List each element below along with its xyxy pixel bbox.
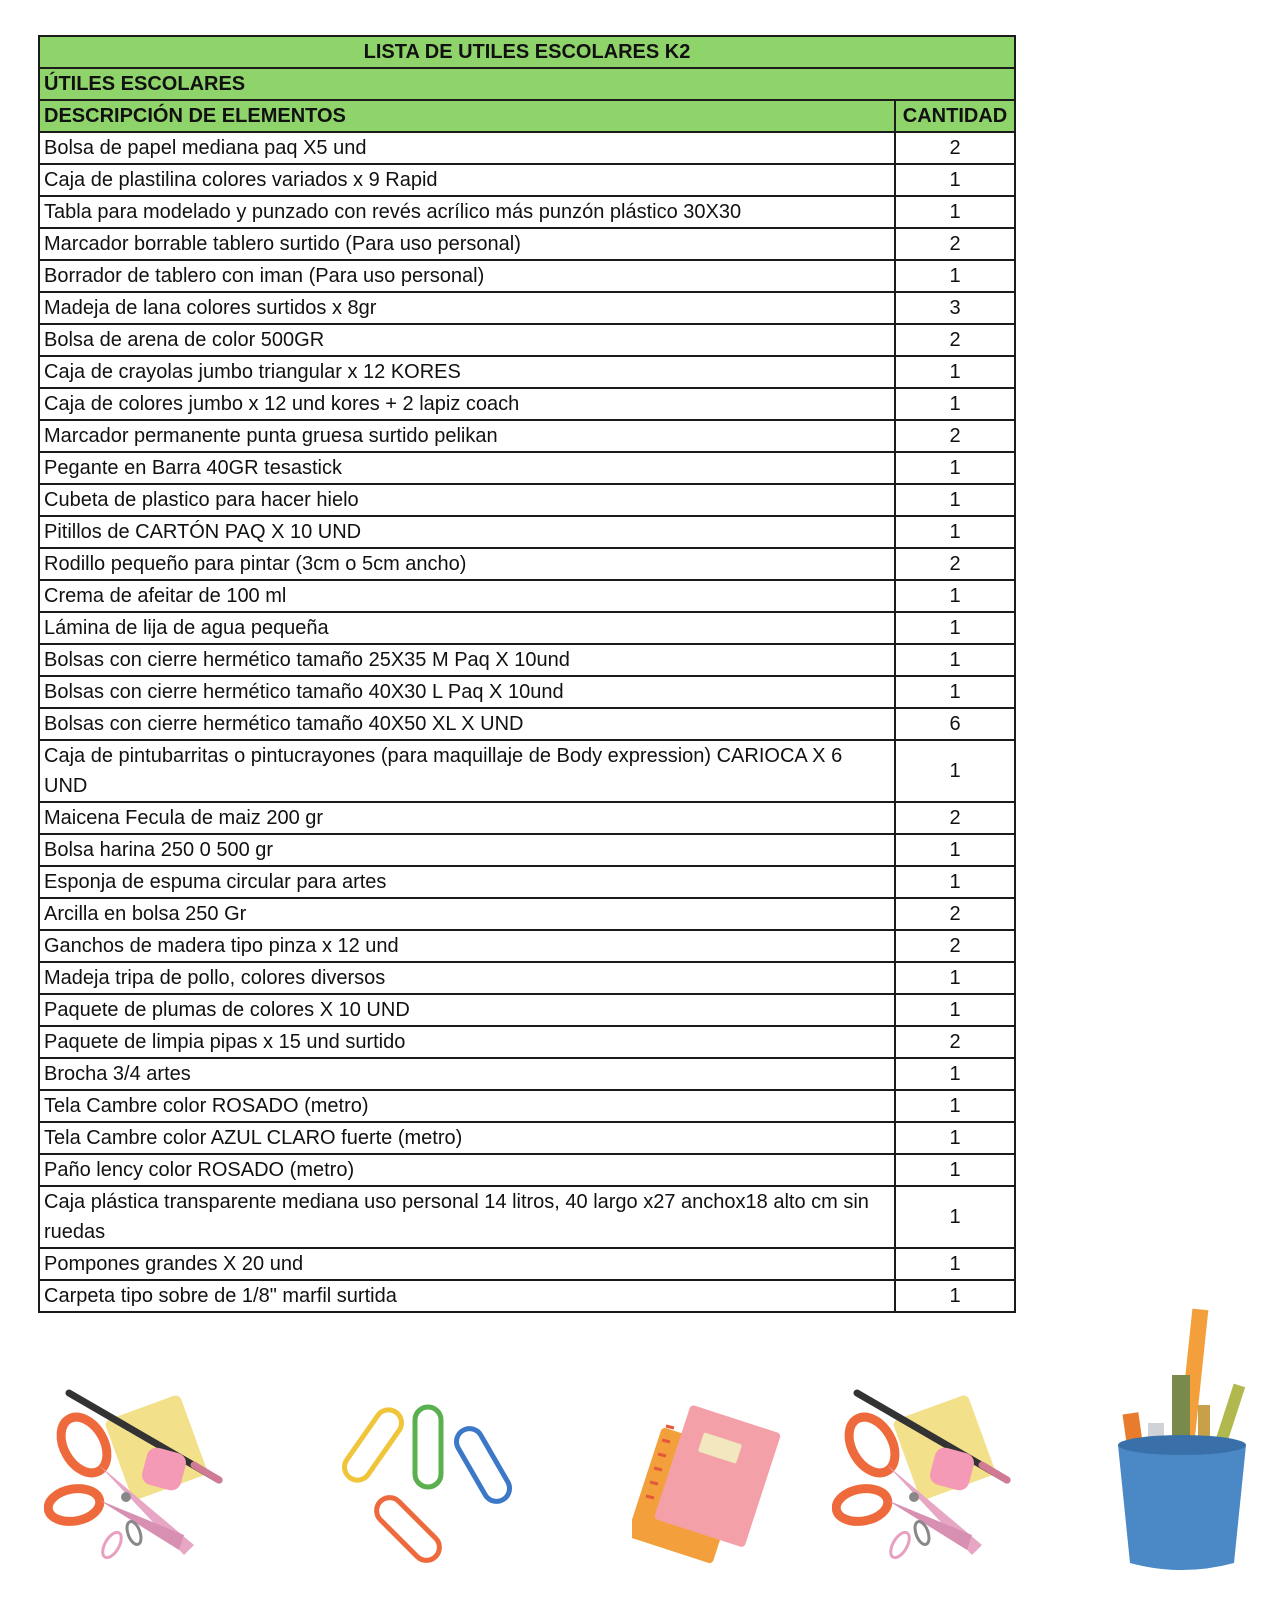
- item-description: Caja de colores jumbo x 12 und kores + 2 lapiz coach: [39, 388, 895, 420]
- item-quantity: 1: [895, 164, 1015, 196]
- table-row: [39, 196, 1015, 228]
- table-row: [39, 1090, 1015, 1122]
- item-quantity: 2: [895, 930, 1015, 962]
- table-row: [39, 1122, 1015, 1154]
- item-quantity: 1: [895, 1248, 1015, 1280]
- item-description: Bolsa de papel mediana paq X5 und: [39, 132, 895, 164]
- item-description: Tela Cambre color AZUL CLARO fuerte (metro): [39, 1122, 895, 1154]
- item-description: Madeja tripa de pollo, colores diversos: [39, 962, 895, 994]
- supplies-table: [38, 35, 1016, 1313]
- item-description: Maicena Fecula de maiz 200 gr: [39, 802, 895, 834]
- item-description: Ganchos de madera tipo pinza x 12 und: [39, 930, 895, 962]
- table-row: [39, 708, 1015, 740]
- item-description: Crema de afeitar de 100 ml: [39, 580, 895, 612]
- item-quantity: 1: [895, 452, 1015, 484]
- scissors-pencil-icon: [44, 1385, 229, 1575]
- item-description: Paño lency color ROSADO (metro): [39, 1154, 895, 1186]
- item-description: Pompones grandes X 20 und: [39, 1248, 895, 1280]
- item-quantity: 1: [895, 196, 1015, 228]
- table-row: [39, 164, 1015, 196]
- table-row: [39, 580, 1015, 612]
- table-row: [39, 356, 1015, 388]
- item-description: Rodillo pequeño para pintar (3cm o 5cm ancho): [39, 548, 895, 580]
- item-quantity: 1: [895, 612, 1015, 644]
- item-quantity: 1: [895, 962, 1015, 994]
- item-description: Caja de pintubarritas o pintucrayones (para maquillaje de Body expression) CARIOCA X 6 UND: [39, 740, 895, 802]
- item-description: Bolsas con cierre hermético tamaño 40X30 L Paq X 10und: [39, 676, 895, 708]
- column-header-description: DESCRIPCIÓN DE ELEMENTOS: [39, 100, 895, 132]
- item-quantity: 1: [895, 676, 1015, 708]
- item-description: Bolsas con cierre hermético tamaño 25X35 M Paq X 10und: [39, 644, 895, 676]
- item-quantity: 2: [895, 898, 1015, 930]
- item-quantity: 1: [895, 834, 1015, 866]
- notebooks-icon: [632, 1398, 782, 1568]
- item-description: Bolsas con cierre hermético tamaño 40X50 XL X UND: [39, 708, 895, 740]
- table-row: [39, 1154, 1015, 1186]
- table-row: [39, 1058, 1015, 1090]
- table-row: [39, 548, 1015, 580]
- pencil-cup-icon: [1108, 1305, 1258, 1575]
- item-quantity: 2: [895, 802, 1015, 834]
- table-row: [39, 516, 1015, 548]
- item-description: Cubeta de plastico para hacer hielo: [39, 484, 895, 516]
- item-quantity: 1: [895, 356, 1015, 388]
- section-row: [39, 68, 1015, 100]
- table-row: [39, 1026, 1015, 1058]
- item-quantity: 1: [895, 388, 1015, 420]
- item-description: Pitillos de CARTÓN PAQ X 10 UND: [39, 516, 895, 548]
- table-title: LISTA DE UTILES ESCOLARES K2: [39, 36, 1015, 68]
- item-description: Paquete de limpia pipas x 15 und surtido: [39, 1026, 895, 1058]
- table-row: [39, 452, 1015, 484]
- table-row: [39, 1186, 1015, 1248]
- item-quantity: 1: [895, 580, 1015, 612]
- table-row: [39, 260, 1015, 292]
- table-row: [39, 740, 1015, 802]
- item-description: Lámina de lija de agua pequeña: [39, 612, 895, 644]
- item-description: Carpeta tipo sobre de 1/8" marfil surtida: [39, 1280, 895, 1312]
- item-description: Tela Cambre color ROSADO (metro): [39, 1090, 895, 1122]
- table-row: [39, 292, 1015, 324]
- table-row: [39, 962, 1015, 994]
- item-quantity: 1: [895, 740, 1015, 802]
- table-row: [39, 644, 1015, 676]
- item-quantity: 1: [895, 644, 1015, 676]
- table-row: [39, 676, 1015, 708]
- item-quantity: 2: [895, 420, 1015, 452]
- item-description: Caja plástica transparente mediana uso personal 14 litros, 40 largo x27 anchox18 alto cm sin ruedas: [39, 1186, 895, 1248]
- title-row: [39, 36, 1015, 68]
- item-description: Madeja de lana colores surtidos x 8gr: [39, 292, 895, 324]
- item-quantity: 2: [895, 228, 1015, 260]
- item-quantity: 3: [895, 292, 1015, 324]
- paperclips-icon: [340, 1395, 520, 1575]
- item-quantity: 2: [895, 548, 1015, 580]
- table-row: [39, 898, 1015, 930]
- item-quantity: 1: [895, 866, 1015, 898]
- table-row: [39, 388, 1015, 420]
- item-quantity: 1: [895, 1186, 1015, 1248]
- scissors-pencil-icon: [832, 1385, 1017, 1575]
- item-quantity: 1: [895, 484, 1015, 516]
- item-description: Brocha 3/4 artes: [39, 1058, 895, 1090]
- table-row: [39, 1248, 1015, 1280]
- item-description: Arcilla en bolsa 250 Gr: [39, 898, 895, 930]
- table-body: [39, 132, 1015, 1312]
- item-description: Esponja de espuma circular para artes: [39, 866, 895, 898]
- item-description: Bolsa harina 250 0 500 gr: [39, 834, 895, 866]
- item-quantity: 1: [895, 1058, 1015, 1090]
- table-row: [39, 228, 1015, 260]
- item-description: Borrador de tablero con iman (Para uso personal): [39, 260, 895, 292]
- table-row: [39, 612, 1015, 644]
- table-row: [39, 324, 1015, 356]
- item-description: Pegante en Barra 40GR tesastick: [39, 452, 895, 484]
- item-description: Marcador borrable tablero surtido (Para uso personal): [39, 228, 895, 260]
- item-description: Marcador permanente punta gruesa surtido pelikan: [39, 420, 895, 452]
- item-description: Caja de plastilina colores variados x 9 Rapid: [39, 164, 895, 196]
- section-heading: ÚTILES ESCOLARES: [39, 68, 1015, 100]
- item-quantity: 1: [895, 260, 1015, 292]
- item-quantity: 1: [895, 1154, 1015, 1186]
- item-description: Tabla para modelado y punzado con revés acrílico más punzón plástico 30X30: [39, 196, 895, 228]
- table-row: [39, 802, 1015, 834]
- item-quantity: 1: [895, 1122, 1015, 1154]
- table-row: [39, 484, 1015, 516]
- table-row: [39, 132, 1015, 164]
- column-header-row: [39, 100, 1015, 132]
- item-quantity: 1: [895, 994, 1015, 1026]
- table-row: [39, 994, 1015, 1026]
- item-description: Paquete de plumas de colores X 10 UND: [39, 994, 895, 1026]
- table-row: [39, 420, 1015, 452]
- item-quantity: 1: [895, 516, 1015, 548]
- item-quantity: 2: [895, 132, 1015, 164]
- item-description: Caja de crayolas jumbo triangular x 12 KORES: [39, 356, 895, 388]
- item-quantity: 2: [895, 324, 1015, 356]
- table-row: [39, 1280, 1015, 1312]
- table-row: [39, 930, 1015, 962]
- item-description: Bolsa de arena de color 500GR: [39, 324, 895, 356]
- table-row: [39, 866, 1015, 898]
- table-row: [39, 834, 1015, 866]
- item-quantity: 6: [895, 708, 1015, 740]
- item-quantity: 2: [895, 1026, 1015, 1058]
- item-quantity: 1: [895, 1090, 1015, 1122]
- item-quantity: 1: [895, 1280, 1015, 1312]
- column-header-quantity: CANTIDAD: [895, 100, 1015, 132]
